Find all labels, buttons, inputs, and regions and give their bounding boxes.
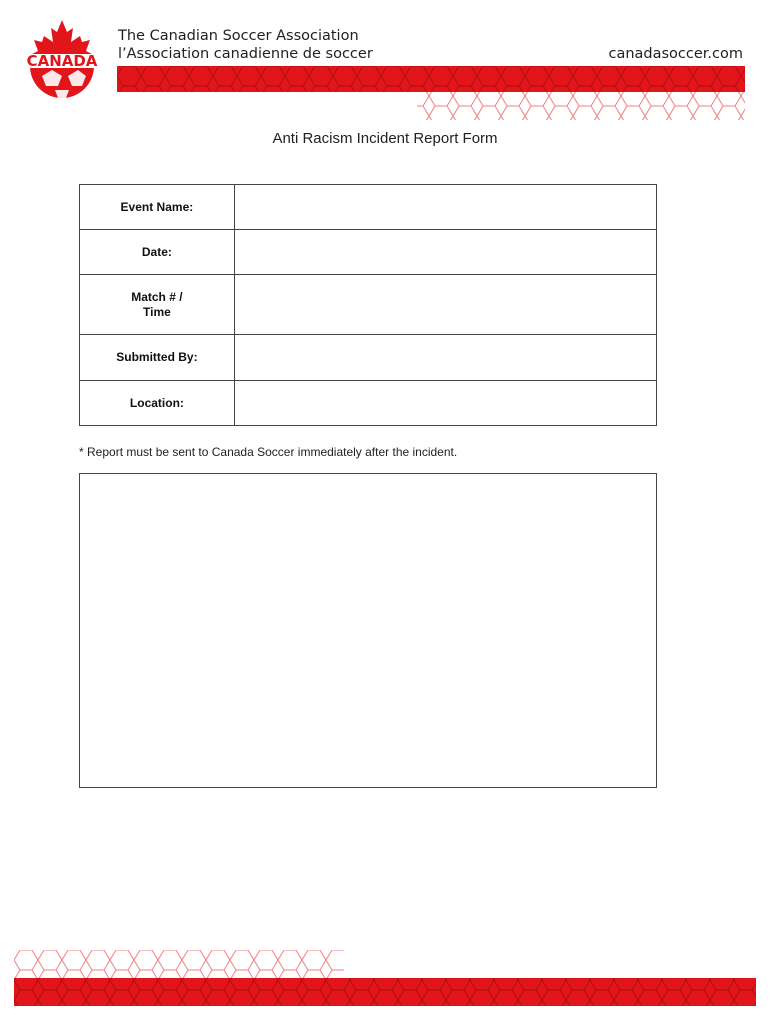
- maple-leaf-icon: [32, 20, 92, 54]
- website-link[interactable]: canadasoccer.com: [608, 46, 743, 62]
- submitted-by-field[interactable]: [234, 335, 656, 381]
- table-row: [80, 335, 657, 381]
- table-row: [80, 185, 657, 230]
- header-decorative-band: [117, 66, 745, 122]
- incident-description-field[interactable]: [79, 473, 657, 788]
- org-name-fr: l’Association canadienne de soccer: [118, 46, 373, 62]
- canada-soccer-logo: [20, 18, 104, 102]
- table-row: [80, 381, 657, 426]
- table-row: [80, 230, 657, 275]
- field-label-event-name: Event Name:: [80, 185, 235, 230]
- location-field[interactable]: [234, 381, 656, 426]
- field-label-submitted-by: Submitted By:: [80, 335, 235, 381]
- footer-decorative-band: [14, 950, 756, 1008]
- field-label-match-time: Match # / Time: [80, 275, 235, 335]
- event-info-table: [79, 184, 657, 426]
- date-field[interactable]: [234, 230, 656, 275]
- field-label-date: Date:: [80, 230, 235, 275]
- form-title: Anti Racism Incident Report Form: [272, 130, 498, 147]
- table-row: [80, 275, 657, 335]
- match-time-field[interactable]: [234, 275, 656, 335]
- event-name-field[interactable]: [234, 185, 656, 230]
- field-label-location: Location:: [80, 381, 235, 426]
- org-name-en: The Canadian Soccer Association: [118, 28, 359, 44]
- logo-wordmark: CANADA: [26, 52, 98, 70]
- organization-name: [118, 27, 373, 63]
- submission-note: * Report must be sent to Canada Soccer immediately after the incident.: [79, 445, 458, 459]
